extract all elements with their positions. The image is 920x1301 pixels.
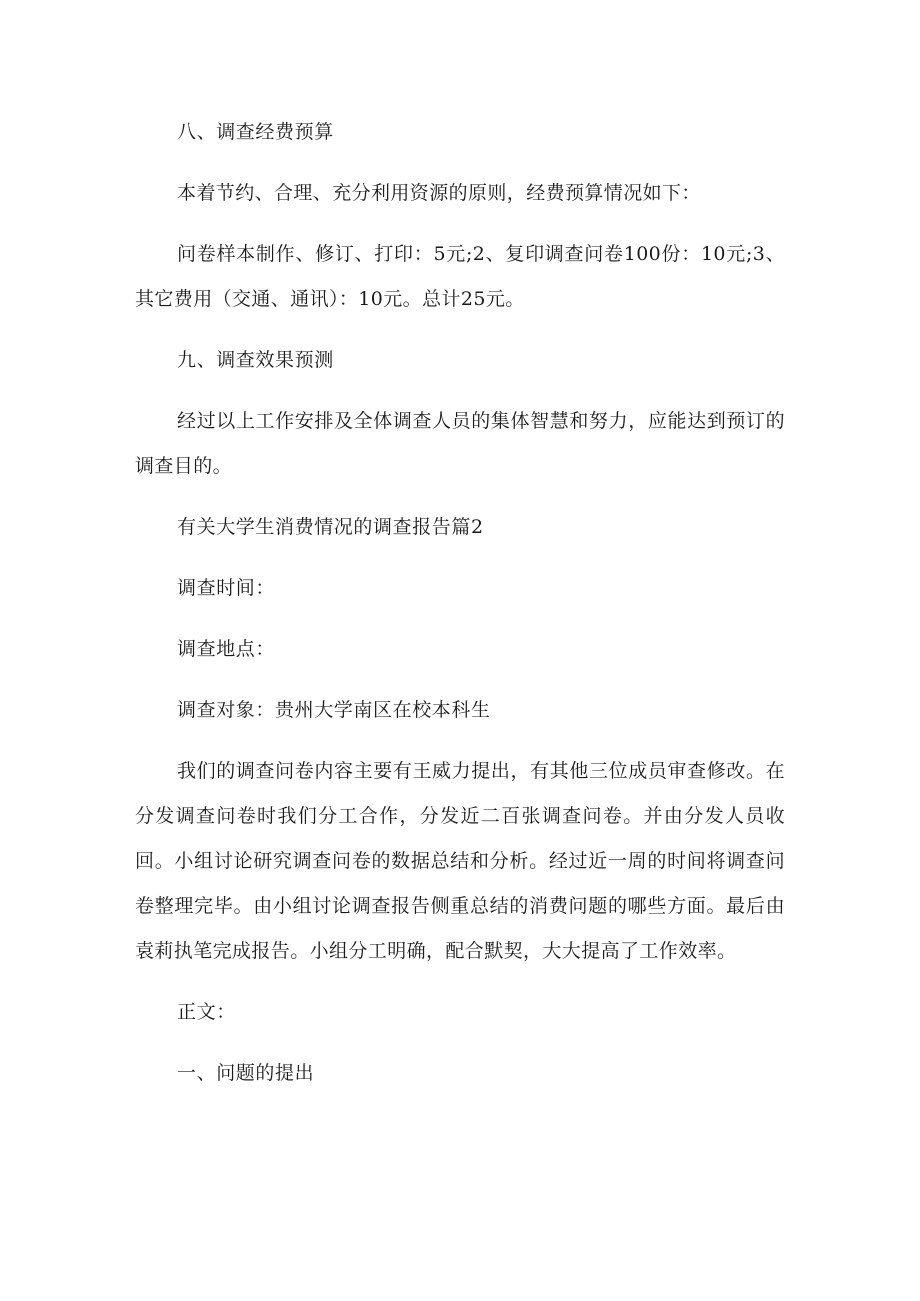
survey-place-label: 调查地点： (177, 638, 276, 660)
survey-target: 调查对象：贵州大学南区在校本科生 (177, 699, 491, 721)
report-title: 有关大学生消费情况的调查报告篇2 (177, 516, 484, 538)
body-label: 正文： (177, 1001, 236, 1023)
paragraph-budget-intro: 本着节约、合理、充分利用资源的原则，经费预算情况如下： (177, 182, 701, 204)
paragraph-method: 我们的调查问卷内容主要有王威力提出，有其他三位成员审查修改。在分发调查问卷时我们分工合作，分发近二百张调查问卷。并由分发人员收回。小组讨论研究调查问卷的数据总结和分析。经过近一周的时间将调查问卷整理完毕。由小组讨论调查报告侧重总结的消费问题的哪些方面。最后由袁莉执笔完成报告。小组分工明确，配合默契，大大提高了工作效率。 (135, 760, 785, 962)
section-heading-problem: 一、问题的提出 (177, 1062, 315, 1084)
survey-time-label: 调查时间： (177, 577, 276, 599)
section-heading-effect: 九、调查效果预测 (177, 349, 334, 371)
document-content (135, 110, 785, 1112)
section-heading-budget: 八、调查经费预算 (177, 121, 334, 143)
paragraph-budget-detail: 问卷样本制作、修订、打印：5元;2、复印调查问卷100份：10元;3、其它费用（交通、通讯）：10元。总计25元。 (135, 243, 785, 310)
paragraph-effect: 经过以上工作安排及全体调查人员的集体智慧和努力，应能达到预订的调查目的。 (135, 410, 785, 477)
